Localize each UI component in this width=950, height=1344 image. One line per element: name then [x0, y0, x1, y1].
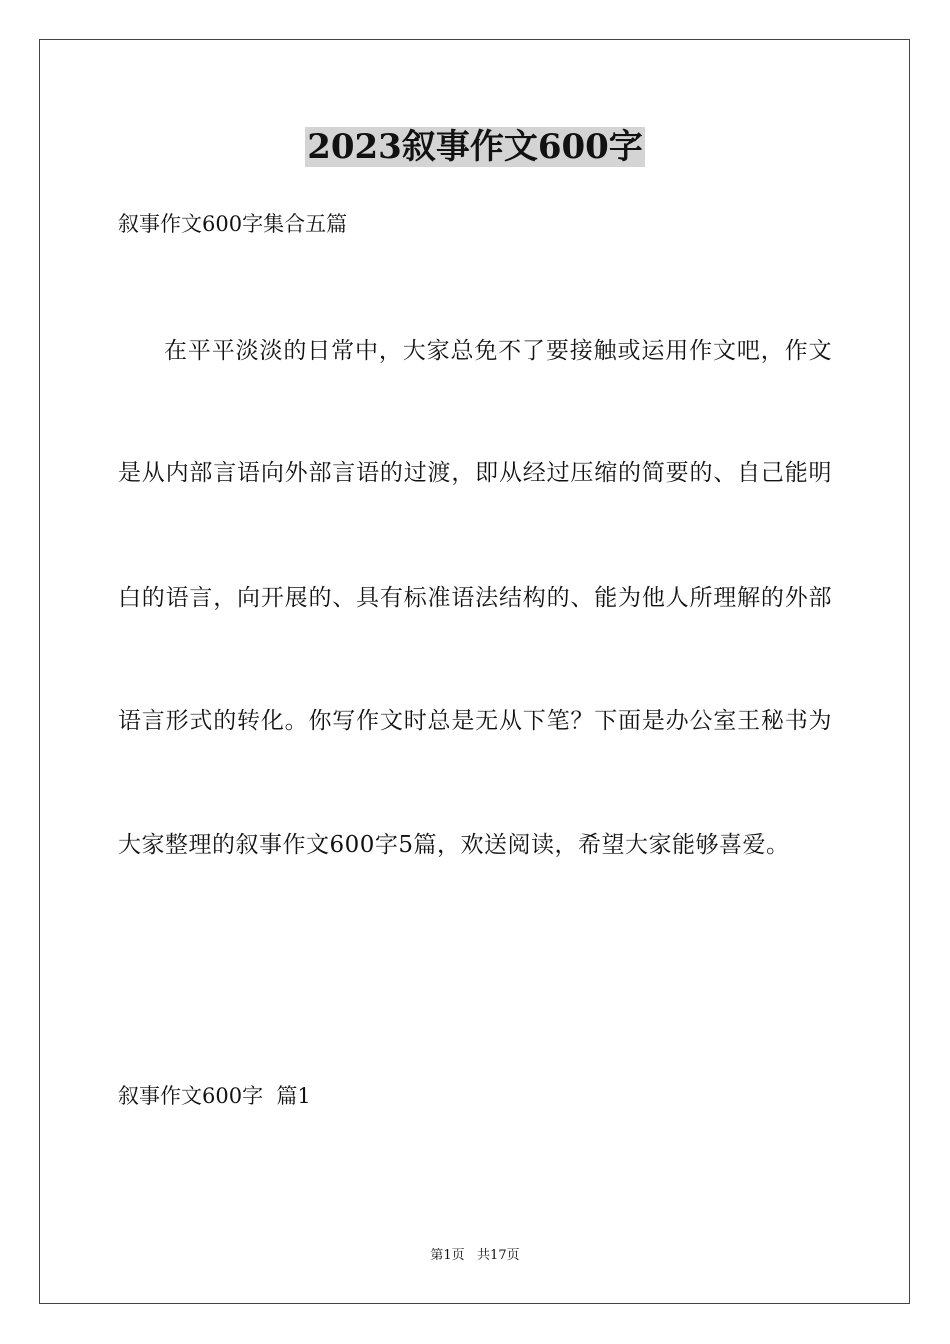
page-footer: 第1页 共17页 — [430, 1248, 520, 1263]
intro-paragraph-line: 大家整理的叙事作文600字5篇，欢送阅读，希望大家能够喜爱。 — [118, 832, 790, 858]
intro-paragraph-line: 白的语言，向开展的、具有标准语法结构的、能为他人所理解的外部 — [118, 585, 832, 611]
intro-paragraph-line: 是从内部言语向外部言语的过渡，即从经过压缩的简要的、自己能明 — [118, 460, 832, 486]
document-title — [0, 125, 950, 169]
document-title-text: 2023叙事作文600字 — [307, 127, 643, 167]
intro-paragraph-line: 在平平淡淡的日常中，大家总免不了要接触或运用作文吧，作文 — [164, 338, 832, 364]
intro-paragraph-line: 语言形式的转化。你写作文时总是无从下笔？下面是办公室王秘书为 — [118, 708, 832, 734]
section-heading: 叙事作文600字 篇1 — [118, 1084, 311, 1108]
document-subtitle: 叙事作文600字集合五篇 — [118, 212, 348, 236]
